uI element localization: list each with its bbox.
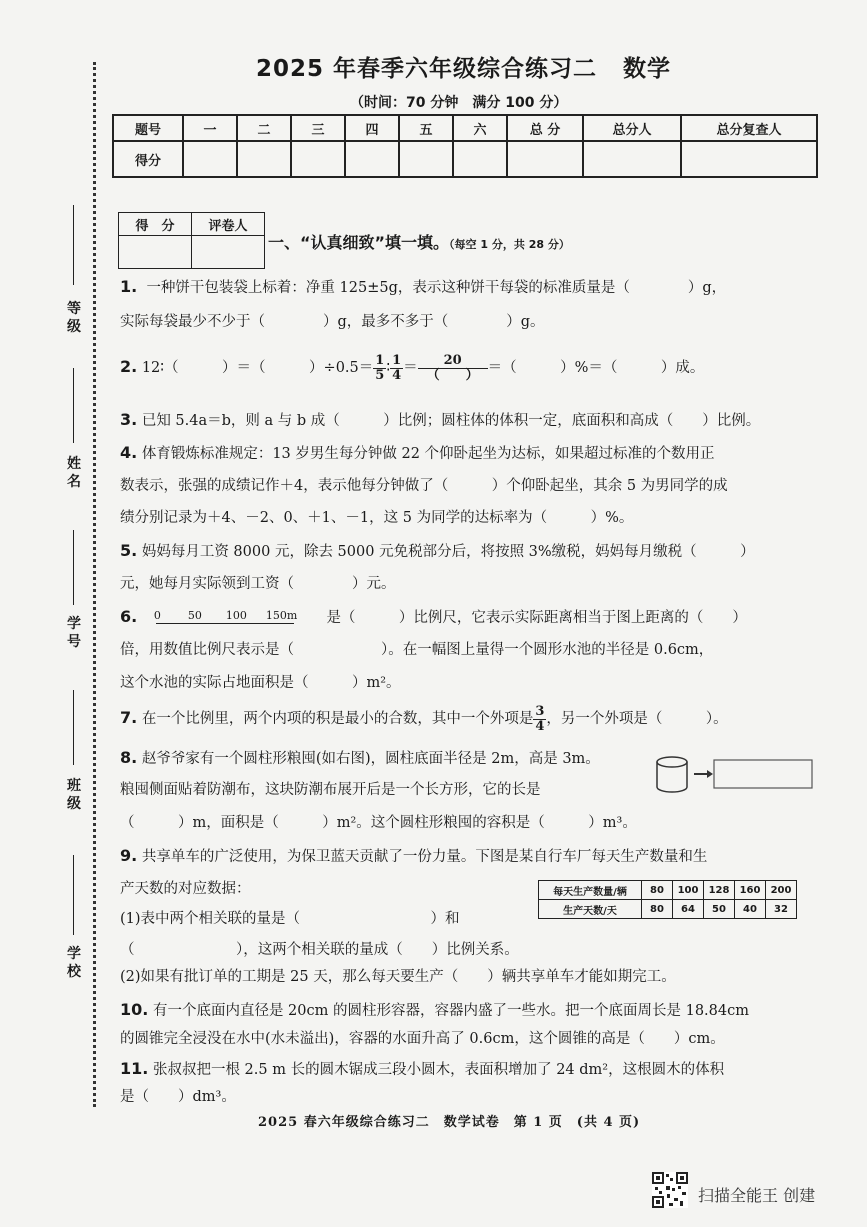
numerator: 3 xyxy=(535,703,545,719)
question-4 xyxy=(120,443,715,464)
question-5 xyxy=(120,541,755,562)
score-col-header: 题号 xyxy=(113,115,183,141)
title-main: 2025 年春季六年级综合练习二 xyxy=(256,56,598,82)
arrow-head xyxy=(707,770,713,778)
page-title xyxy=(256,50,671,83)
question-number: 6. xyxy=(120,607,138,626)
score-col-1: 一 xyxy=(183,115,237,141)
side-label-id: 学号 xyxy=(67,616,81,650)
scale-tick-label: 100 xyxy=(225,609,247,622)
bike-production-table xyxy=(538,880,797,919)
numerator: 1 xyxy=(375,352,385,368)
section-1-heading xyxy=(268,230,570,253)
question-8-line-2: 粮囤侧面贴着防潮布，这块防潮布展开后是一个长方形，它的长是 xyxy=(120,782,541,798)
score-cell[interactable] xyxy=(583,141,681,177)
scale-tick-label: 0 xyxy=(153,609,161,622)
score-col-2: 二 xyxy=(237,115,291,141)
score-cell[interactable] xyxy=(399,141,453,177)
grader-name-cell[interactable] xyxy=(192,236,265,269)
cylinder-bottom xyxy=(657,787,687,792)
title-subject: 数学 xyxy=(623,56,672,82)
name-line xyxy=(73,368,74,443)
score-cell[interactable] xyxy=(183,141,237,177)
equals: ＝ xyxy=(403,360,418,376)
question-number: 10. xyxy=(120,1000,149,1019)
score-col-5: 五 xyxy=(399,115,453,141)
question-9-part-1: (1)表中两个相关联的量是（ ）和 xyxy=(120,911,460,927)
question-8-line-3: （ ）m，面积是（ ）m²。这个圆柱形粮囤的容积是（ ）m³。 xyxy=(120,815,637,831)
score-col-scorer: 总分人 xyxy=(583,115,681,141)
denominator: （ ） xyxy=(426,367,479,383)
score-cell[interactable] xyxy=(507,141,583,177)
question-text: 12∶（ ）＝（ ）÷0.5＝ xyxy=(141,360,374,376)
table-cell: 80 xyxy=(642,881,673,900)
question-3 xyxy=(120,410,760,431)
school-line xyxy=(73,855,74,935)
table-cell: 32 xyxy=(766,900,797,919)
question-number: 7. xyxy=(120,708,138,727)
score-cell[interactable] xyxy=(291,141,345,177)
qr-code-icon xyxy=(652,1172,688,1208)
question-text-2: ，另一个外项是（ ）。 xyxy=(546,711,728,727)
question-number: 8. xyxy=(120,748,138,767)
question-8 xyxy=(120,748,600,769)
section-1-title: 一、“认真细致”填一填。 xyxy=(268,233,450,252)
fraction-3-4 xyxy=(533,705,546,734)
cylinder-figure xyxy=(652,752,817,797)
grader-score-label: 得 分 xyxy=(119,213,192,236)
grader-name-label: 评卷人 xyxy=(192,213,265,236)
question-text: 是（ ）比例尺，它表示实际距离相当于图上距离的（ ） xyxy=(326,610,747,626)
cylinder-top xyxy=(657,757,687,767)
question-text: 在一个比例里，两个内项的积是最小的合数，其中一个外项是 xyxy=(141,711,534,727)
side-label-school: 学校 xyxy=(67,946,81,980)
level-line xyxy=(73,205,74,285)
section-1-note: （每空 1 分，共 28 分） xyxy=(449,238,570,251)
class-line xyxy=(73,690,74,765)
table-cell: 50 xyxy=(704,900,735,919)
score-row-label: 得分 xyxy=(113,141,183,177)
numerator: 1 xyxy=(392,352,402,368)
score-table xyxy=(112,114,818,178)
unrolled-rectangle xyxy=(714,760,812,788)
table-cell: 40 xyxy=(735,900,766,919)
question-11 xyxy=(120,1059,724,1080)
table-cell: 160 xyxy=(735,881,766,900)
exam-time-info: （时间：70 分钟 满分 100 分） xyxy=(350,95,568,111)
table-header: 每天生产数量/辆 xyxy=(539,881,642,900)
numerator: 20 xyxy=(418,354,488,369)
question-number: 2. xyxy=(120,357,138,376)
score-cell[interactable] xyxy=(345,141,399,177)
question-text: 一种饼干包装袋上标着：净重 125±5g，表示这种饼干每袋的标准质量是（ ）g， xyxy=(146,280,727,296)
question-number: 3. xyxy=(120,410,138,429)
question-11-line-2: 是（ ）dm³。 xyxy=(120,1089,236,1105)
side-label-class: 班级 xyxy=(67,778,81,812)
question-text: 已知 5.4a＝b，则 a 与 b 成（ ）比例；圆柱体的体积一定，底面积和高成（ ）比例。 xyxy=(141,413,761,429)
question-2 xyxy=(120,345,704,390)
question-number: 4. xyxy=(120,443,138,462)
score-cell[interactable] xyxy=(453,141,507,177)
side-label-name: 姓名 xyxy=(67,456,81,490)
grader-score-cell[interactable] xyxy=(119,236,192,269)
question-9-line-4: （ ），这两个相关联的量成（ ）比例关系。 xyxy=(120,942,519,958)
question-4-line-3: 绩分别记录为＋4、－2、0、＋1、－1，这 5 为同学的达标率为（ ）%。 xyxy=(120,510,634,526)
question-text: 张叔叔把一根 2.5 m 长的圆木锯成三段小圆木，表面积增加了 24 dm²，这根圆木的体积 xyxy=(152,1062,725,1078)
table-cell: 128 xyxy=(704,881,735,900)
score-col-6: 六 xyxy=(453,115,507,141)
page-footer: 2025 春六年级综合练习二 数学试卷 第 1 页 (共 4 页) xyxy=(258,1115,641,1130)
question-text: 体育锻炼标准规定：13 岁男生每分钟做 22 个仰卧起坐为达标，如果超过标准的个数用正 xyxy=(141,446,715,462)
score-cell[interactable] xyxy=(681,141,817,177)
fraction-20-blank xyxy=(418,354,488,383)
question-text-2: ＝（ ）%＝（ ）成。 xyxy=(487,360,705,376)
question-number: 1. xyxy=(120,277,138,296)
binding-dotted-line xyxy=(93,62,96,1107)
score-cell[interactable] xyxy=(237,141,291,177)
scanner-watermark: 扫描全能王 创建 xyxy=(698,1186,816,1205)
question-9 xyxy=(120,846,707,867)
score-col-4: 四 xyxy=(345,115,399,141)
question-10 xyxy=(120,1000,749,1021)
question-9-line-2: 产天数的对应数据： xyxy=(120,881,251,897)
question-1 xyxy=(120,277,726,298)
grader-box xyxy=(118,212,265,269)
question-text: 妈妈每月工资 8000 元，除去 5000 元免税部分后，将按照 3%缴税，妈妈每月缴税（ ） xyxy=(141,544,755,560)
question-text: 赵爷爷家有一个圆柱形粮囤(如右图)，圆柱底面半径是 2m，高是 3m。 xyxy=(141,751,600,767)
table-cell: 100 xyxy=(673,881,704,900)
table-cell: 64 xyxy=(673,900,704,919)
denominator: 5 xyxy=(375,367,385,383)
colon: ∶ xyxy=(386,360,391,376)
scale-tick-label: 150m xyxy=(265,609,298,622)
question-text: 共享单车的广泛使用，为保卫蓝天贡献了一份力量。下图是某自行车厂每天生产数量和生 xyxy=(141,849,708,865)
question-5-line-2: 元，她每月实际领到工资（ ）元。 xyxy=(120,576,396,592)
question-1-line-2: 实际每袋最少不少于（ ）g，最多不多于（ ）g。 xyxy=(120,314,545,330)
question-6-line-2: 倍，用数值比例尺表示是（ ）。在一幅图上量得一个圆形水池的半径是 0.6cm， xyxy=(120,642,714,658)
question-9-part-2: (2)如果有批订单的工期是 25 天，那么每天要生产（ ）辆共享单车才能如期完工。 xyxy=(120,969,676,985)
table-cell: 200 xyxy=(766,881,797,900)
question-text: 有一个底面内直径是 20cm 的圆柱形容器，容器内盛了一些水。把一个底面周长是 18.84cm xyxy=(152,1003,749,1019)
table-header: 生产天数/天 xyxy=(539,900,642,919)
question-6 xyxy=(120,607,747,628)
question-number: 5. xyxy=(120,541,138,560)
score-col-total: 总 分 xyxy=(507,115,583,141)
scale-tick-label: 50 xyxy=(187,609,202,622)
table-cell: 80 xyxy=(642,900,673,919)
scale-bar xyxy=(142,608,322,628)
id-line xyxy=(73,530,74,605)
denominator: 4 xyxy=(535,718,545,734)
question-number: 9. xyxy=(120,846,138,865)
question-4-line-2: 数表示，张强的成绩记作＋4，表示他每分钟做了（ ）个仰卧起坐，其余 5 为男同学的成 xyxy=(120,478,728,494)
score-col-reviewer: 总分复查人 xyxy=(681,115,817,141)
fraction-1-4 xyxy=(390,354,403,383)
question-6-line-3: 这个水池的实际占地面积是（ ）m²。 xyxy=(120,675,401,691)
question-7 xyxy=(120,700,728,737)
score-col-3: 三 xyxy=(291,115,345,141)
scale-line xyxy=(156,623,294,624)
denominator: 4 xyxy=(392,367,402,383)
fraction-1-5 xyxy=(373,354,386,383)
question-number: 11. xyxy=(120,1059,149,1078)
question-10-line-2: 的圆锥完全浸没在水中(水未溢出)，容器的水面升高了 0.6cm，这个圆锥的高是（ ）cm。 xyxy=(120,1031,725,1047)
side-label-level: 等级 xyxy=(67,301,81,335)
